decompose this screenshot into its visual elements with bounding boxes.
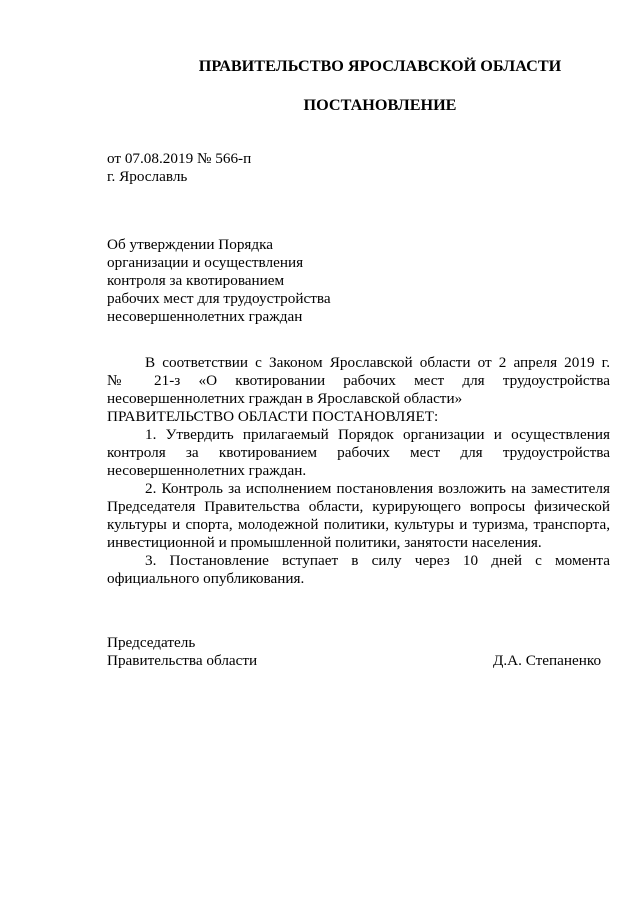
document-type-heading: ПОСТАНОВЛЕНИЕ bbox=[303, 96, 457, 114]
item-3-paragraph bbox=[107, 552, 610, 588]
paragraph-line: несовершеннолетних граждан. bbox=[107, 462, 307, 479]
preamble-paragraph bbox=[107, 354, 610, 408]
document-subject bbox=[107, 236, 331, 326]
paragraph-line: В соответствии с Законом Ярославской области от 2 апреля 2019 г. bbox=[145, 354, 610, 371]
signer-title bbox=[107, 634, 257, 670]
paragraph-line: 2. Контроль за исполнением постановления возложить на заместителя bbox=[145, 480, 610, 497]
subject-line: организации и осуществления bbox=[107, 254, 304, 271]
resolves-line: ПРАВИТЕЛЬСТВО ОБЛАСТИ ПОСТАНОВЛЯЕТ: bbox=[107, 408, 439, 425]
item-2-paragraph bbox=[107, 480, 610, 552]
signer-title-line: Правительства области bbox=[107, 652, 258, 669]
paragraph-line: № 21-з «О квотировании рабочих мест для трудоустройства bbox=[107, 372, 610, 389]
subject-line: несовершеннолетних граждан bbox=[107, 308, 303, 325]
government-title: ПРАВИТЕЛЬСТВО ЯРОСЛАВСКОЙ ОБЛАСТИ bbox=[198, 57, 562, 75]
city: г. Ярославль bbox=[107, 168, 188, 185]
document-meta bbox=[107, 150, 251, 186]
paragraph-line: 1. Утвердить прилагаемый Порядок организации и осуществления bbox=[145, 426, 610, 443]
paragraph-line: инвестиционной и промышленной политики, занятости населения. bbox=[107, 534, 542, 551]
paragraph-line: 3. Постановление вступает в силу через 10 дней с момента bbox=[145, 552, 610, 569]
subject-line: Об утверждении Порядка bbox=[107, 236, 274, 253]
subject-line: контроля за квотированием bbox=[107, 272, 285, 289]
signer-name: Д.А. Степаненко bbox=[493, 652, 602, 669]
document-body bbox=[107, 354, 610, 588]
item-1-paragraph bbox=[107, 426, 610, 480]
paragraph-line: культуры и спорта, молодежной политики, культуры и туризма, транспорта, bbox=[107, 516, 610, 533]
date-number: от 07.08.2019 № 566-п bbox=[107, 150, 252, 167]
signer-title-line: Председатель bbox=[107, 634, 196, 651]
paragraph-line: официального опубликования. bbox=[107, 570, 305, 587]
subject-line: рабочих мест для трудоустройства bbox=[107, 290, 331, 307]
paragraph-line: контроля за квотированием рабочих мест для трудоустройства bbox=[107, 444, 610, 461]
paragraph-line: несовершеннолетних граждан в Ярославской области» bbox=[107, 390, 463, 407]
paragraph-line: Председателя Правительства области, курирующего вопросы физической bbox=[107, 498, 610, 515]
